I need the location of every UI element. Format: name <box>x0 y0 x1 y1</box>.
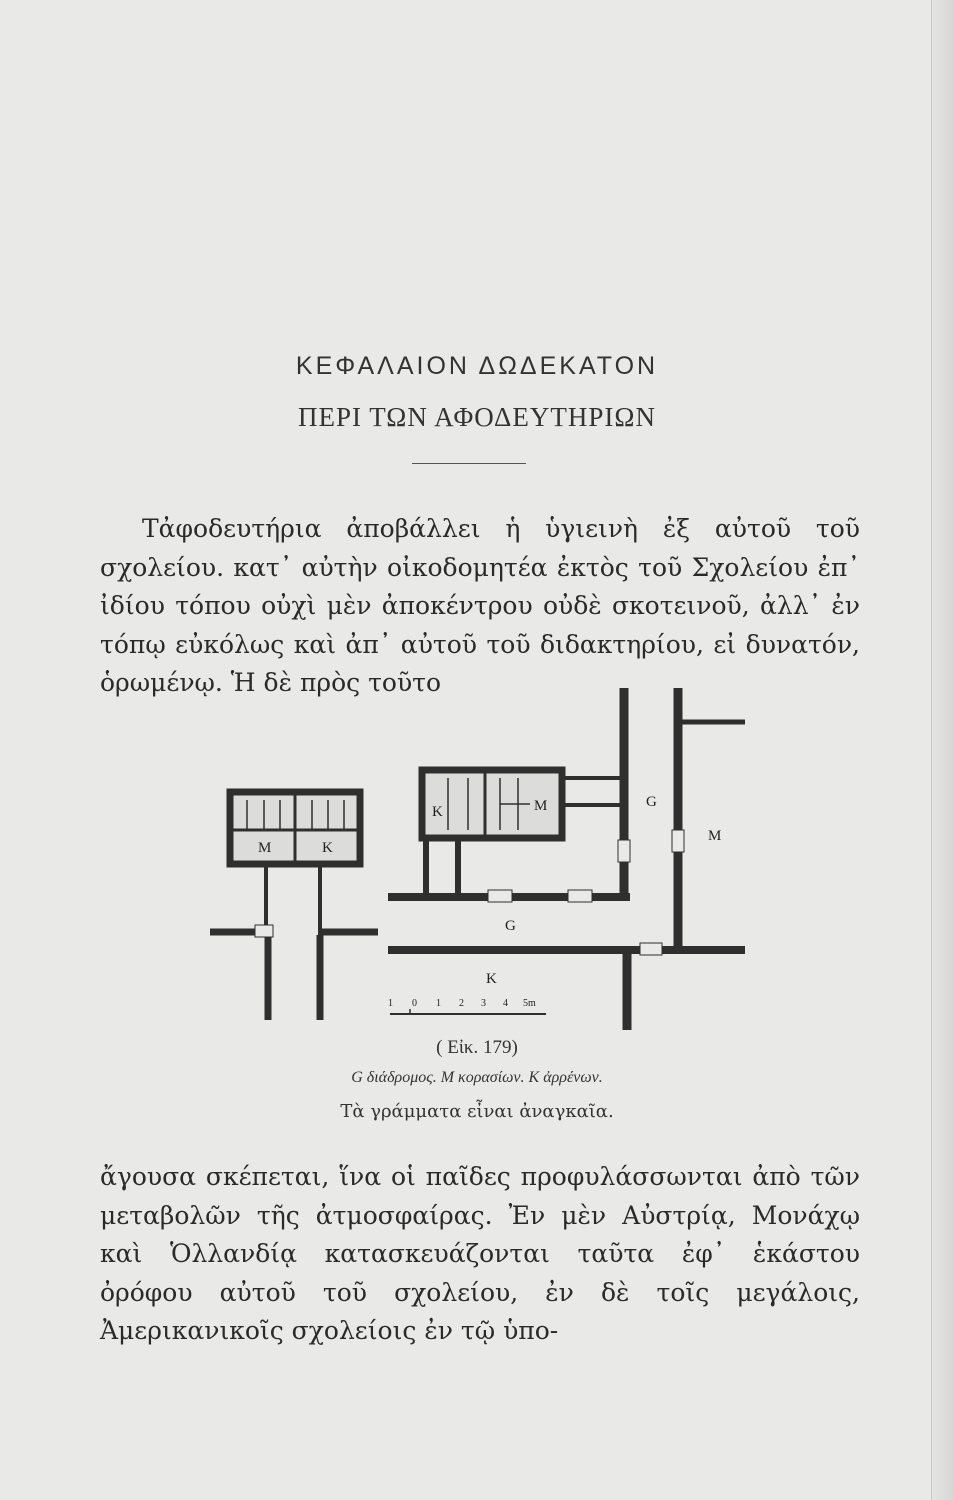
label-m-middle: M <box>534 798 548 814</box>
scale-tick: 5m <box>523 998 536 1009</box>
figure-legend: G διάδρομος. M κορασίων. K ἀρρένων. <box>351 1069 603 1086</box>
label-m-left: M <box>258 840 272 856</box>
chapter-label: ΚΕΦΑΛΑΙΟΝ ΔΩΔΕΚΑΤΟΝ <box>295 352 659 380</box>
scale-tick: 0 <box>412 998 417 1009</box>
scale-bar <box>388 998 546 1014</box>
title-rule <box>412 463 526 464</box>
scale-tick: 3 <box>481 998 486 1009</box>
label-m-right: M <box>708 828 722 844</box>
paragraph-top <box>100 510 860 703</box>
label-g-right: G <box>646 794 657 810</box>
left-corridor <box>210 932 378 1020</box>
middle-block <box>422 770 620 895</box>
scale-tick: 4 <box>503 998 508 1009</box>
left-block <box>230 792 360 930</box>
paragraph-top-text: Τἀφοδευτήρια ἀποβάλλει ἡ ὑγιεινὴ ἐξ αὐτοῦ τοῦ σχολείου. κατ᾽ αὐτὴν οἰκοδομητέα ἐκτὸς τοῦ Σχολείου ἐπ᾽ ἰδίου τόπου οὐχὶ μὲν ἀποκέντρου οὐδὲ σκοτεινοῦ, ἀλλ᾽ ἐν τόπῳ εὐκόλως καὶ ἀπ᾽ αὐτοῦ τοῦ διδακτηρίου, εἰ δυνατόν, ὁρωμένῳ. Ἡ δὲ πρὸς τοῦτο <box>100 514 860 697</box>
paragraph-bottom: ἄγουσα σκέπεται, ἵνα οἱ παῖδες προφυλάσσωνται ἀπὸ τῶν μεταβολῶν τῆς ἀτμοσφαίρας. Ἐν μὲν Αὐστρίᾳ, Μονάχῳ καὶ Ὁλλανδίᾳ κατασκευάζονται ταῦτα ἐφ᾽ ἑκάστου ὀρόφου αὐτοῦ τοῦ σχολείου, ἐν δὲ τοῖς μεγάλοις, Ἀμερικανικοῖς σχολείοις ἐν τῷ ὑπο- <box>100 1162 860 1345</box>
chapter-title: ΠΕΡΙ ΤΩΝ ΑΦΟΔΕΥΤΗΡΙΩΝ <box>298 402 656 432</box>
scale-tick: 1 <box>436 998 441 1009</box>
scale-tick: 2 <box>459 998 464 1009</box>
main-corridor-walls <box>388 688 745 1030</box>
label-k-bottom: K <box>486 971 497 987</box>
label-g-bottom: G <box>505 918 516 934</box>
label-k-left: K <box>322 840 333 856</box>
floor-plan-figure <box>200 680 760 1035</box>
scale-tick: 1 <box>388 998 393 1009</box>
figure-note: Τὰ γράμματα εἶναι ἀναγκαῖα. <box>340 1101 614 1122</box>
figure-number: ( Εἰκ. 179) <box>436 1037 518 1058</box>
label-k-middle: K <box>432 804 443 820</box>
page-edge <box>931 0 954 1500</box>
